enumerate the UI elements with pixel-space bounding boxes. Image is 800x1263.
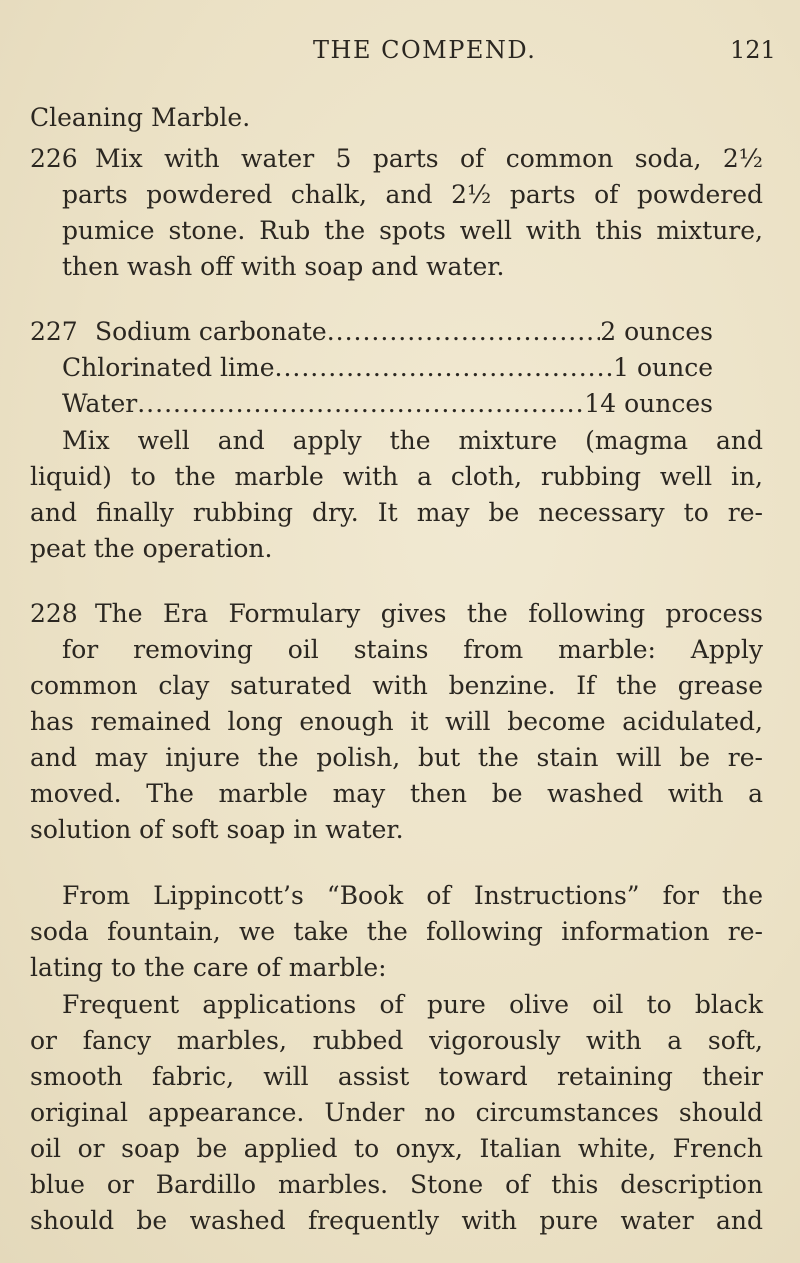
- paragraph-line: should be washed frequently with pure water and: [30, 1206, 763, 1235]
- ingredient-row: [62, 386, 713, 422]
- recipe-text-line: common clay saturated with benzine. If the grease: [30, 671, 763, 700]
- ingredient-name: Water: [62, 389, 138, 418]
- recipe-number: 226: [30, 144, 78, 173]
- ingredient-quantity: 1 ounce: [613, 353, 713, 382]
- recipe-text-line: pumice stone. Rub the spots well with this mixture,: [62, 216, 763, 245]
- paragraph-line: smooth fabric, will assist toward retaining their: [30, 1062, 763, 1091]
- paragraph-line: blue or Bardillo marbles. Stone of this description: [30, 1170, 763, 1199]
- ingredient-name: Sodium carbonate: [95, 317, 327, 346]
- paragraph-line: or fancy marbles, rubbed vigorously with a soft,: [30, 1026, 763, 1055]
- recipe-number: 227: [30, 317, 78, 346]
- ingredient-quantity: 14 ounces: [584, 389, 713, 418]
- ingredient-quantity: 2 ounces: [600, 317, 713, 346]
- recipe-text-line: The Era Formulary gives the following process: [95, 599, 763, 628]
- recipe-text-line: and may injure the polish, but the stain will be re-: [30, 743, 763, 772]
- running-title: THE COMPEND.: [313, 36, 537, 64]
- recipe-text-line: peat the operation.: [30, 534, 273, 563]
- recipe-text-line: solution of soft soap in water.: [30, 815, 404, 844]
- recipe-text-line: for removing oil stains from marble: Apply: [62, 635, 763, 664]
- leader-dots: [275, 350, 614, 386]
- recipe-text-line: moved. The marble may then be washed with a: [30, 779, 763, 808]
- leader-dots: [327, 314, 601, 350]
- recipe-text-line: has remained long enough it will become acidulated,: [30, 707, 763, 736]
- paragraph-line: From Lippincott’s “Book of Instructions” for the: [62, 881, 763, 910]
- recipe-number: 228: [30, 599, 78, 628]
- ingredient-name: Chlorinated lime: [62, 353, 275, 382]
- paragraph-line: lating to the care of marble:: [30, 953, 387, 982]
- ingredient-row: [95, 314, 713, 350]
- recipe-text-line: Mix with water 5 parts of common soda, 2½: [95, 144, 763, 173]
- page-number: 121: [730, 36, 776, 64]
- recipe-text-line: and finally rubbing dry. It may be necessary to re-: [30, 498, 763, 527]
- paragraph-line: oil or soap be applied to onyx, Italian white, French: [30, 1134, 763, 1163]
- recipe-text-line: then wash off with soap and water.: [62, 252, 505, 281]
- paragraph-line: soda fountain, we take the following information re-: [30, 917, 763, 946]
- recipe-text-line: parts powdered chalk, and 2½ parts of powdered: [62, 180, 763, 209]
- paragraph-line: Frequent applications of pure olive oil to black: [62, 990, 763, 1019]
- leader-dots: [137, 386, 584, 422]
- paragraph-line: original appearance. Under no circumstances should: [30, 1098, 763, 1127]
- section-heading: Cleaning Marble.: [30, 103, 251, 132]
- recipe-text-line: Mix well and apply the mixture (magma and: [62, 426, 763, 455]
- ingredient-row: [62, 350, 713, 386]
- recipe-text-line: liquid) to the marble with a cloth, rubbing well in,: [30, 462, 763, 491]
